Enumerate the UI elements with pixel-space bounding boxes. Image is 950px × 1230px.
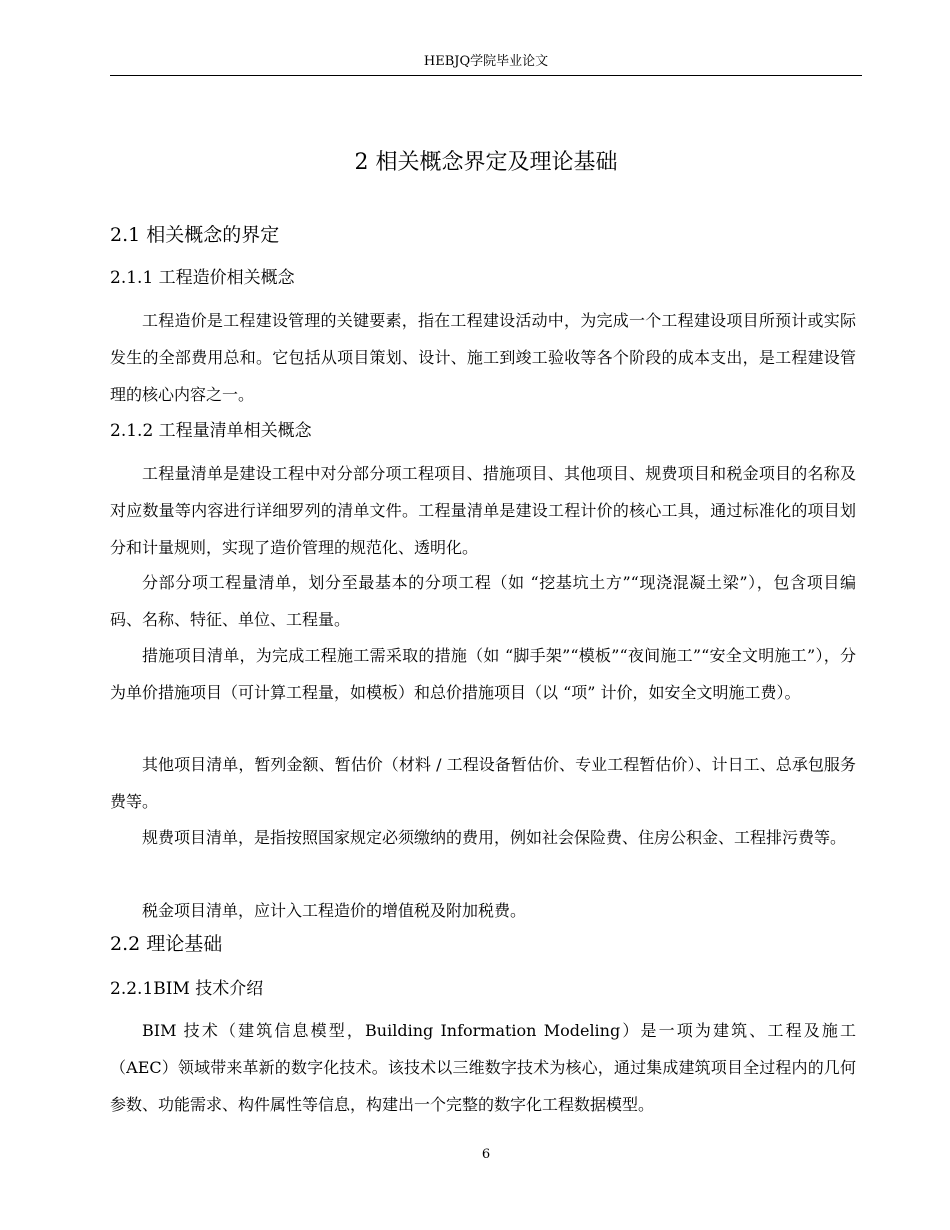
paragraph-other-items-list: 其他项目清单，暂列金额、暂估价（材料 / 工程设备暂估价、专业工程暂估价）、计日工、总承包服务费等。 <box>110 755 856 811</box>
section-heading-2-2-1: 2.2.1BIM 技术介绍 <box>110 979 264 999</box>
paragraph-tax-list: 税金项目清单，应计入工程造价的增值税及附加税费。 <box>142 901 527 920</box>
section-heading-2-2: 2.2 理论基础 <box>110 933 223 955</box>
paragraph-measure-list: 措施项目清单，为完成工程施工需采取的措施（如 “脚手架”“模板”“夜间施工”“安全文明施工”），分为单价措施项目（可计算工程量，如模板）和总价措施项目（以 “项” 计价，如安全文明施工费）。 <box>110 646 856 702</box>
chapter-title: 2 相关概念界定及理论基础 <box>354 150 618 175</box>
section-heading-2-1: 2.1 相关概念的界定 <box>110 224 280 246</box>
section-heading-2-1-2: 2.1.2 工程量清单相关概念 <box>110 421 312 441</box>
running-header: HEBJQ学院毕业论文 <box>423 54 549 69</box>
paragraph-bill-of-quantities: 工程量清单是建设工程中对分部分项工程项目、措施项目、其他项目、规费项目和税金项目的名称及对应数量等内容进行详细罗列的清单文件。工程量清单是建设工程计价的核心工具，通过标准化的项目划分和计量规则，实现了造价管理的规范化、透明化。 <box>110 464 856 557</box>
paragraph-subitem-list: 分部分项工程量清单，划分至最基本的分项工程（如 “挖基坑土方”“现浇混凝土梁”），包含项目编码、名称、特征、单位、工程量。 <box>110 573 856 629</box>
header-rule <box>110 75 862 76</box>
paragraph-cost-definition: 工程造价是工程建设管理的关键要素，指在工程建设活动中，为完成一个工程建设项目所预计或实际发生的全部费用总和。它包括从项目策划、设计、施工到竣工验收等各个阶段的成本支出，是工程建设管理的核心内容之一。 <box>110 311 856 404</box>
page-number: 6 <box>481 1147 491 1162</box>
paragraph-bim-intro: BIM 技术（建筑信息模型，Building Information Modeling）是一项为建筑、工程及施工（AEC）领域带来革新的数字化技术。该技术以三维数字技术为核心，通过集成建筑项目全过程内的几何参数、功能需求、构件属性等信息，构建出一个完整的数字化工程数据模型。 <box>110 1021 856 1114</box>
section-heading-2-1-1: 2.1.1 工程造价相关概念 <box>110 268 295 288</box>
paragraph-fees-list: 规费项目清单，是指按照国家规定必须缴纳的费用，例如社会保险费、住房公积金、工程排污费等。 <box>142 828 847 847</box>
